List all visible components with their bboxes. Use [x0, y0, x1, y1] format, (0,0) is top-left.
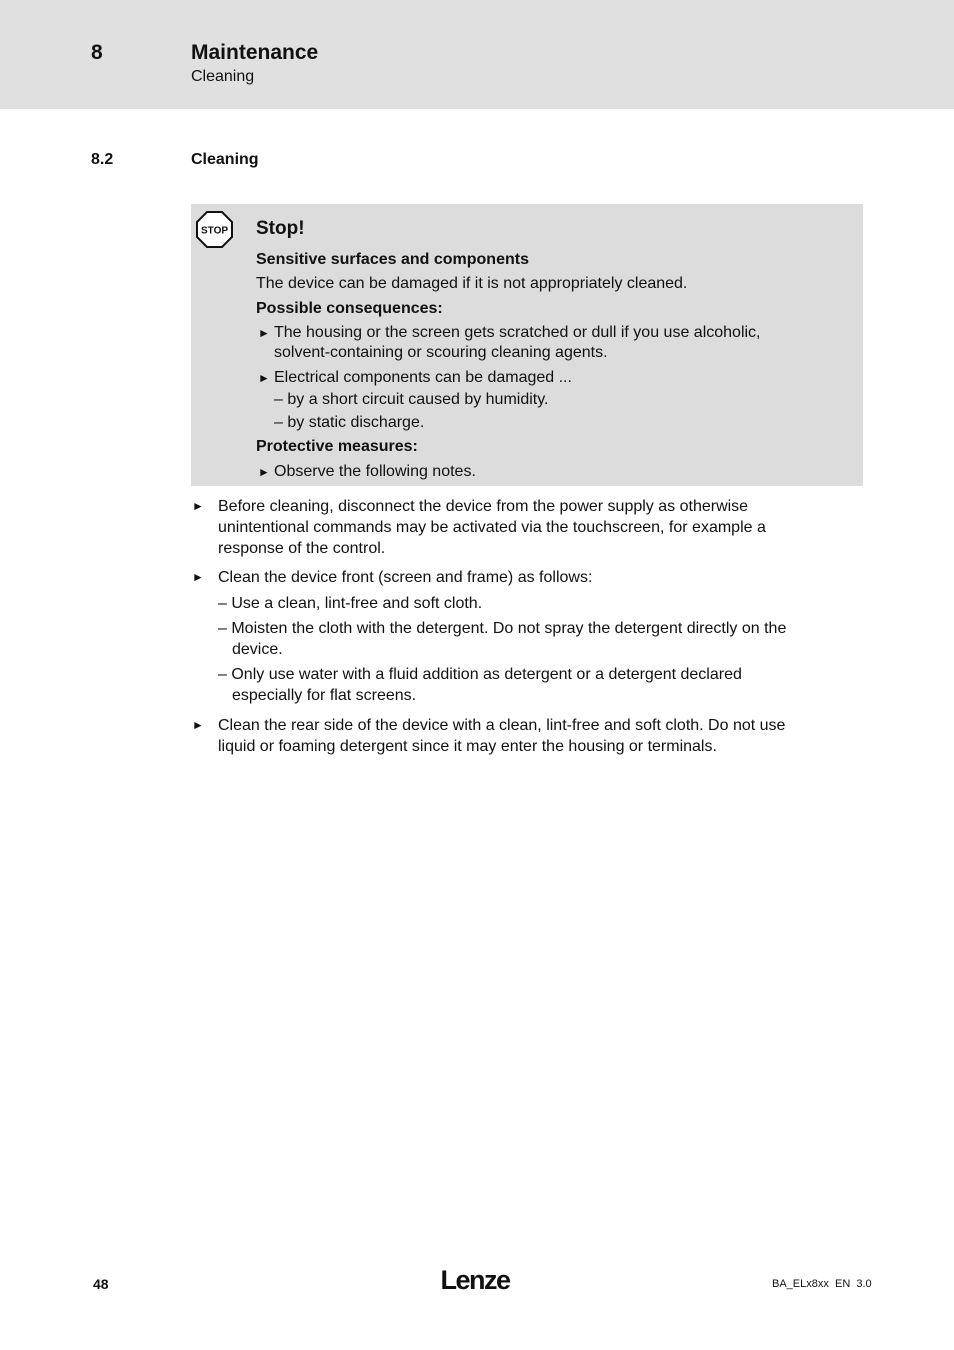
stop-subheading: Sensitive surfaces and components [256, 251, 529, 268]
instruction-subitem: – Use a clean, lint-free and soft cloth. [218, 595, 483, 612]
stop-sign-icon [196, 211, 233, 248]
chapter-title: Maintenance [191, 41, 319, 64]
bullet-triangle-icon: ► [258, 326, 270, 340]
bullet-triangle-icon: ► [192, 570, 204, 584]
consequences-label: Possible consequences: [256, 300, 443, 317]
instruction-line: Clean the device front (screen and frame) as follows: [218, 569, 593, 586]
consequence-line: solvent-containing or scouring cleaning agents. [274, 344, 608, 361]
stop-heading: Stop! [256, 218, 305, 239]
consequence-line: Electrical components can be damaged ... [274, 369, 572, 386]
lenze-logo [435, 1266, 515, 1294]
section-title: Cleaning [191, 151, 259, 168]
bullet-triangle-icon: ► [192, 718, 204, 732]
bullet-triangle-icon: ► [258, 465, 270, 479]
chapter-subtitle: Cleaning [191, 68, 255, 85]
consequence-line: The housing or the screen gets scratched or dull if you use alcoholic, [274, 324, 761, 341]
consequence-subitem: – by a short circuit caused by humidity. [274, 391, 549, 408]
document-id: BA_ELx8xx EN 3.0 [772, 1278, 872, 1290]
bullet-triangle-icon: ► [258, 371, 270, 385]
consequence-subitem: – by static discharge. [274, 414, 425, 431]
stop-sign-label: STOP [200, 225, 229, 237]
instruction-line: response of the control. [218, 540, 386, 557]
chapter-number: 8 [91, 41, 103, 64]
section-number: 8.2 [91, 151, 114, 168]
instruction-subitem: – Only use water with a fluid addition as detergent or a detergent declared [218, 666, 742, 683]
instruction-line: liquid or foaming detergent since it may enter the housing or terminals. [218, 738, 717, 755]
instruction-line: unintentional commands may be activated via the touchscreen, for example a [218, 519, 766, 536]
page-number: 48 [93, 1276, 109, 1292]
bullet-triangle-icon: ► [192, 499, 204, 513]
logo-text: Lenze [440, 1266, 510, 1294]
instruction-line: Clean the rear side of the device with a clean, lint-free and soft cloth. Do not use [218, 717, 786, 734]
instruction-line: Before cleaning, disconnect the device from the power supply as otherwise [218, 498, 749, 515]
instruction-subitem: – Moisten the cloth with the detergent. Do not spray the detergent directly on the [218, 620, 787, 637]
measure-item: Observe the following notes. [274, 463, 476, 480]
instruction-subitem: especially for flat screens. [232, 687, 417, 704]
instruction-subitem: device. [232, 641, 283, 658]
measures-label: Protective measures: [256, 438, 418, 455]
stop-description: The device can be damaged if it is not appropriately cleaned. [256, 275, 688, 292]
header-band [0, 0, 954, 109]
